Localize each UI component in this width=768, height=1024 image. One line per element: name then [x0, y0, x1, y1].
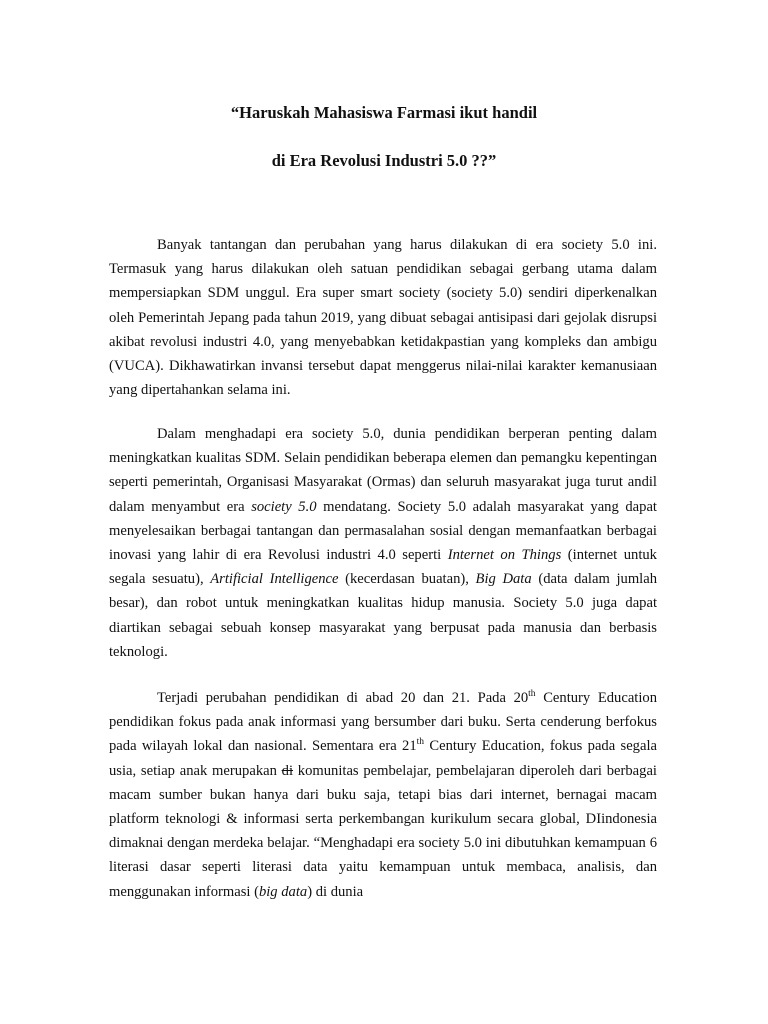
- superscript-th-21: th: [416, 737, 425, 748]
- paragraph-1: Banyak tantangan dan perubahan yang harus dilakukan di era society 5.0 ini. Termasuk yang harus dilakukan oleh satuan pendidikan sebagai gerbang utama dalam mempersiapkan SDM unggul. Era super smart society (society 5.0) sendiri diperkenalkan oleh Pemerintah Jepang pada tahun 2019, yang dibuat sebagai antisipasi dari gejolak disrupsi akibat revolusi industri 4.0, yang menyebabkan ketidakpastian yang kompleks dan ambigu (VUCA). Dikhawatirkan invansi tersebut dapat menggerus nilai-nilai karakter kemanusiaan yang dipertahankan selama ini.: [109, 237, 657, 399]
- paragraph-3-text-3: Century Education, fokus pada segala usia, setiap anak merupakan: [109, 738, 657, 779]
- paragraph-2: [109, 422, 657, 664]
- paragraph-2-text-4: (kecerdasan buatan),: [338, 571, 476, 588]
- paragraph-3: [109, 686, 657, 904]
- paragraph-3-text-2: Century Education pendidikan fokus pada anak informasi yang bersumber dari buku. Serta cenderung berfokus pada wilayah lokal dan nasional. Sementara era 21: [109, 690, 658, 755]
- paragraph-2-italic-ai: Artificial Intelligence: [210, 571, 339, 588]
- paragraph-3-text-4: komunitas pembelajar, pembelajaran diperoleh dari berbagai macam sumber bukan hanya dari buku saja, tetapi bias dari internet, bernagai macam platform teknologi & informasi serta perkembangan kurikulum secara global, DIindonesia dimaknai dengan merdeka belajar. “Menghadapi era society 5.0 ini dibutuhkan kemampuan 6 literasi dasar seperti literasi data yaitu kemampuan untuk membaca, analisis, dan menggunakan informasi (: [109, 762, 657, 900]
- document-body: [109, 0, 657, 1024]
- document-title-line-1: “Haruskah Mahasiswa Farmasi ikut handil: [230, 103, 538, 122]
- paragraph-2-italic-iot: Internet on Things: [447, 547, 562, 564]
- paragraph-3-text-1: Terjadi perubahan pendidikan di abad 20 dan 21. Pada 20: [157, 690, 529, 706]
- document-title-line-2: di Era Revolusi Industri 5.0 ??”: [271, 151, 497, 170]
- paragraph-2-italic-society: society 5.0: [251, 498, 317, 515]
- paragraph-2-text-2: mendatang. Society 5.0 adalah masyarakat yang dapat menyelesaikan berbagai tantangan dan permasalahan sosial dengan memanfaatkan berbagai inovasi yang lahir di era Revolusi industri 4.0 seperti: [109, 498, 657, 564]
- strikethrough-di: di: [281, 762, 294, 779]
- paragraph-2-italic-big-data: Big Data: [475, 571, 532, 588]
- superscript-th-20: th: [528, 689, 536, 699]
- paragraph-3-text-5: ) di dunia: [307, 883, 364, 900]
- paragraph-3-italic-big-data: big data: [258, 883, 308, 900]
- paragraph-2-text-3: (internet untuk segala sesuatu),: [109, 547, 657, 588]
- paragraph-2-text-1: Dalam menghadapi era society 5.0, dunia pendidikan berperan penting dalam meningkatkan kualitas SDM. Selain pendidikan beberapa elemen dan pemangku kepentingan seperti pemerintah, Organisasi Masyarakat (Ormas) dan seluruh masyarakat juga turut andil dalam menyambut era: [109, 426, 657, 515]
- paragraph-2-text-5: (data dalam jumlah besar), dan robot untuk meningkatkan kualitas hidup manusia. Society 5.0 juga dapat diartikan sebagai sebuah konsep masyarakat yang berpusat pada manusia dan berbasis teknologi.: [109, 571, 657, 660]
